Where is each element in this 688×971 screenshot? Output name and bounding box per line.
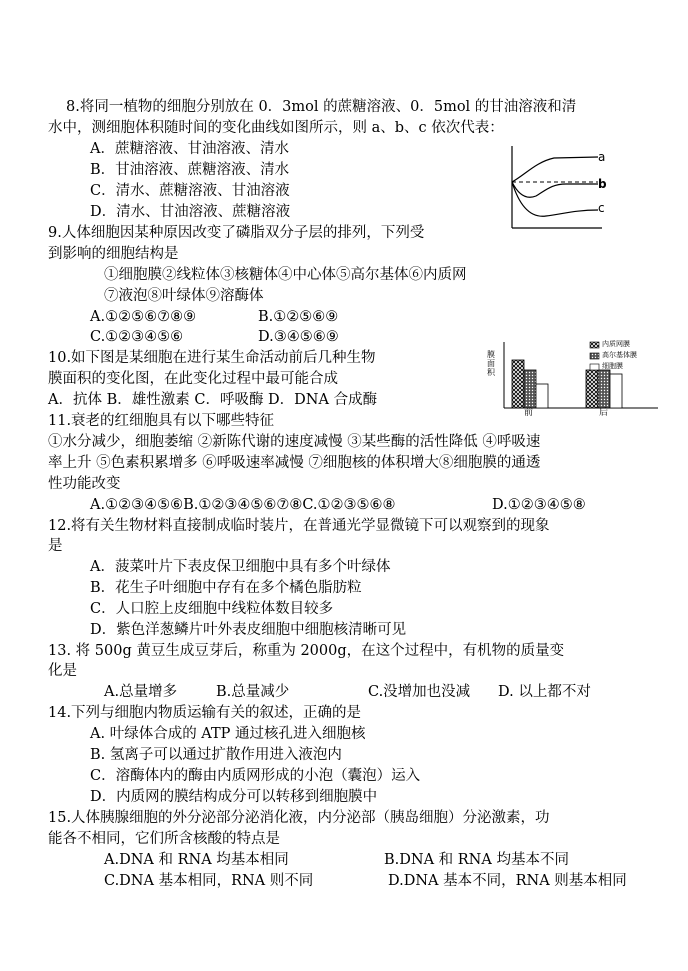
q15-option-a: A.DNA 和 RNA 均基本相同: [104, 852, 289, 868]
q9-option-b: B.①②⑤⑥⑨: [258, 309, 339, 325]
q10-stem-line1: 10.如下图是某细胞在进行某生命活动前后几种生物: [48, 350, 376, 366]
q10-y-axis-label: 膜面积: [487, 350, 495, 377]
q15-stem-line2: 能各不相同，它们所含核酸的特点是: [48, 831, 280, 847]
q10-legend-golgi: 高尔基体膜: [602, 351, 637, 359]
q10-legend-er: 内质网膜: [602, 340, 630, 348]
q13-option-c: C.没增加也没减: [368, 684, 471, 700]
q12-option-b: B．花生子叶细胞中存有在多个橘色脂肪粒: [90, 580, 362, 596]
q10-x-label-after: 后: [599, 408, 609, 418]
q8-label-a: a: [598, 150, 606, 164]
q10-bar-after-er: [586, 370, 598, 408]
q13-stem-line1: 13. 将 500g 黄豆生成豆芽后，称重为 2000g，在这个过程中，有机物的质量变: [48, 643, 565, 659]
q8-option-a: A．蔗糖溶液、甘油溶液、清水: [90, 141, 289, 157]
q10-bar-before-golgi: [524, 370, 536, 408]
q11-stem: 11.衰老的红细胞具有以下哪些特征: [48, 413, 275, 429]
q8-curve-c: [512, 182, 598, 216]
q10-bar-after-golgi: [598, 370, 610, 408]
q10-stem-line2: 膜面积的变化图，在此变化过程中最可能合成: [48, 371, 338, 387]
q10-bar-after-cell: [610, 374, 622, 408]
q15-stem-line1: 15.人体胰腺细胞的外分泌部分泌消化液，内分泌部（胰岛细胞）分泌激素，功: [48, 810, 550, 826]
q11-items-line2: 率上升 ⑤色素积累增多 ⑥呼吸速率减慢 ⑦细胞核的体积增大⑧细胞膜的通透: [48, 455, 541, 471]
q11-items-line3: 性功能改变: [48, 476, 121, 492]
q12-option-a: A．菠菜叶片下表皮保卫细胞中具有多个叶绿体: [90, 559, 391, 575]
q9-items-line1: ①细胞膜②线粒体③核糖体④中心体⑤高尔基体⑥内质网: [104, 267, 467, 283]
q10-legend-cell: 细胞膜: [602, 362, 623, 370]
q12-option-c: C．人口腔上皮细胞中线粒体数目较多: [90, 601, 334, 617]
q14-option-b: B. 氢离子可以通过扩散作用进入液泡内: [90, 747, 342, 763]
q8-option-c: C．清水、蔗糖溶液、甘油溶液: [90, 183, 290, 199]
q9-stem-line2: 到影响的细胞结构是: [48, 246, 179, 262]
q11-option-d: D.①②③④⑤⑧: [492, 497, 586, 513]
q11-items-line1: ①水分减少，细胞萎缩 ②新陈代谢的速度减慢 ③某些酶的活性降低 ④呼吸速: [48, 434, 541, 450]
q8-label-b: b: [598, 177, 607, 191]
q15-option-d: D.DNA 基本不同，RNA 则基本相同: [388, 873, 627, 889]
q8-curve-a: [512, 157, 598, 182]
q8-label-c: c: [598, 201, 605, 215]
q8-option-d: D．清水、甘油溶液、蔗糖溶液: [90, 204, 291, 220]
q8-volume-curve-figure: [506, 144, 614, 232]
q14-option-a: A. 叶绿体合成的 ATP 通过核孔进入细胞核: [90, 726, 366, 742]
q10-options: A．抗体 B．雄性激素 C．呼吸酶 D．DNA 合成酶: [48, 392, 378, 408]
q8-stem-line1: 8.将同一植物的细胞分别放在 0．3mol 的蔗糖溶液、0．5mol 的甘油溶液和清: [66, 99, 577, 115]
q13-option-a: A.总量增多: [104, 684, 178, 700]
q10-bar-before-cell: [536, 384, 548, 408]
q8-option-b: B．甘油溶液、蔗糖溶液、清水: [90, 162, 290, 178]
q13-option-d: D. 以上都不对: [498, 684, 591, 700]
q14-stem: 14.下列与细胞内物质运输有关的叙述，正确的是: [48, 705, 362, 721]
q10-membrane-chart: [486, 338, 662, 420]
q10-legend-swatch-cell: [590, 364, 599, 370]
q13-stem-line2: 化是: [48, 663, 77, 679]
q15-option-b: B.DNA 和 RNA 均基本不同: [384, 852, 569, 868]
q10-x-label-before: 前: [524, 408, 534, 418]
q11-options-abc: A.①②③④⑤⑥B.①②③④⑤⑥⑦⑧C.①②③⑤⑥⑧: [90, 497, 396, 513]
q9-option-c: C.①②③④⑤⑥: [90, 329, 184, 345]
q10-legend-swatch-golgi: [590, 353, 599, 359]
q10-bar-before-er: [512, 360, 524, 408]
q14-option-c: C．溶酶体内的酶由内质网形成的小泡（囊泡）运入: [90, 768, 421, 784]
q9-option-a: A.①②⑤⑥⑦⑧⑨: [90, 309, 197, 325]
q15-option-c: C.DNA 基本相同，RNA 则不同: [104, 873, 314, 889]
q12-option-d: D．紫色洋葱鳞片叶外表皮细胞中细胞核清晰可见: [90, 622, 407, 638]
q13-option-b: B.总量减少: [216, 684, 290, 700]
q8-stem-line2: 水中，测细胞体积随时间的变化曲线如图所示，则 a、b、c 依次代表：: [48, 120, 504, 136]
q8-curve-b: [512, 182, 598, 197]
q12-stem-line2: 是: [48, 538, 63, 554]
q14-option-d: D．内质网的膜结构成分可以转移到细胞膜中: [90, 789, 378, 805]
q10-legend-swatch-er: [590, 342, 599, 348]
q9-items-line2: ⑦液泡⑧叶绿体⑨溶酶体: [104, 288, 264, 304]
q9-option-d: D.③④⑤⑥⑨: [258, 329, 339, 345]
q9-stem-line1: 9.人体细胞因某种原因改变了磷脂双分子层的排列，下列受: [48, 225, 425, 241]
q12-stem-line1: 12.将有关生物材料直接制成临时装片，在普通光学显微镜下可以观察到的现象: [48, 518, 550, 534]
